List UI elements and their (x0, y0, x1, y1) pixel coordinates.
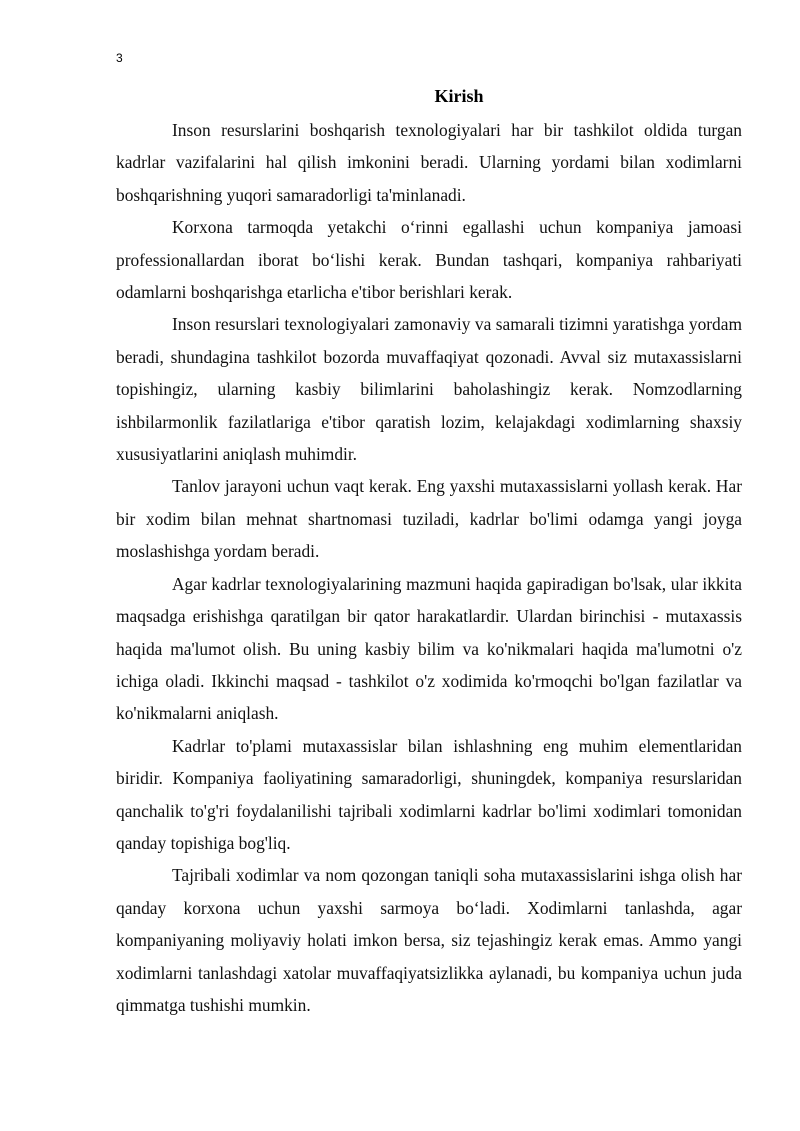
paragraph: Inson resurslarini boshqarish texnologiyalari har bir tashkilot oldida turgan kadrlar vazifalarini hal qilish imkonini beradi. Ularning yordami bilan xodimlarni boshqarishning yuqori samaradorligi ta'minlanadi. (116, 120, 742, 205)
paragraph: Tajribali xodimlar va nom qozongan taniqli soha mutaxassislarini ishga olish har qanday korxona uchun yaxshi sarmoya bo‘ladi. Xodimlarni tanlashda, agar kompaniyaning moliyaviy holati imkon bersa, siz tejashingiz kerak emas. Ammo yangi xodimlarni tanlashdagi xatolar muvaffaqiyatsizlikka aylanadi, bu kompaniya uchun juda qimmatga tushishi mumkin. (116, 865, 742, 1015)
document-body (116, 114, 742, 1021)
paragraph: Agar kadrlar texnologiyalarining mazmuni haqida gapiradigan bo'lsak, ular ikkita maqsadga erishishga qaratilgan bir qator harakatlardir. Ulardan birinchisi - mutaxassis haqida ma'lumot olish. Bu uning kasbiy bilim va ko'nikmalari haqida ma'lumotni o'z ichiga oladi. Ikkinchi maqsad - tashkilot o'z xodimida ko'rmoqchi bo'lgan fazilatlar va ko'nikmalarni aniqlash. (116, 573, 742, 724)
paragraph: Inson resurslari texnologiyalari zamonaviy va samarali tizimni yaratishga yordam beradi, shundagina tashkilot bozorda muvaffaqiyat qozonadi. Avval siz mutaxassislarni topishingiz, ularning kasbiy bilimlarini baholashingiz kerak. Nomzodlarning ishbilarmonlik fazilatlariga e'tibor qaratish lozim, kelajakdagi xodimlarning shaxsiy xususiyatlarini aniqlash muhimdir. (116, 314, 742, 465)
page-title (116, 85, 800, 107)
paragraph: Tanlov jarayoni uchun vaqt kerak. Eng yaxshi mutaxassislarni yollash kerak. Har bir xodim bilan mehnat shartnomasi tuziladi, kadrlar bo'limi odamga yangi joyga moslashishga yordam beradi. (116, 476, 742, 562)
paragraph: Korxona tarmoqda yetakchi o‘rinni egallashi uchun kompaniya jamoasi professionallardan iborat bo‘lishi kerak. Bundan tashqari, kompaniya rahbariyati odamlarni boshqarishga etarlicha e'tibor berishlari kerak. (116, 217, 742, 303)
page-title-text: Kirish (434, 86, 484, 106)
paragraph: Kadrlar to'plami mutaxassislar bilan ishlashning eng muhim elementlaridan biridir. Kompaniya faoliyatining samaradorligi, shuningdek, kompaniya resurslaridan qanchalik to'g'ri foydalanilishi tajribali xodimlarni kadrlar bo'limi xodimlari tomonidan qanday topishiga bog'liq. (116, 735, 742, 853)
page-number: 3 (116, 51, 123, 65)
